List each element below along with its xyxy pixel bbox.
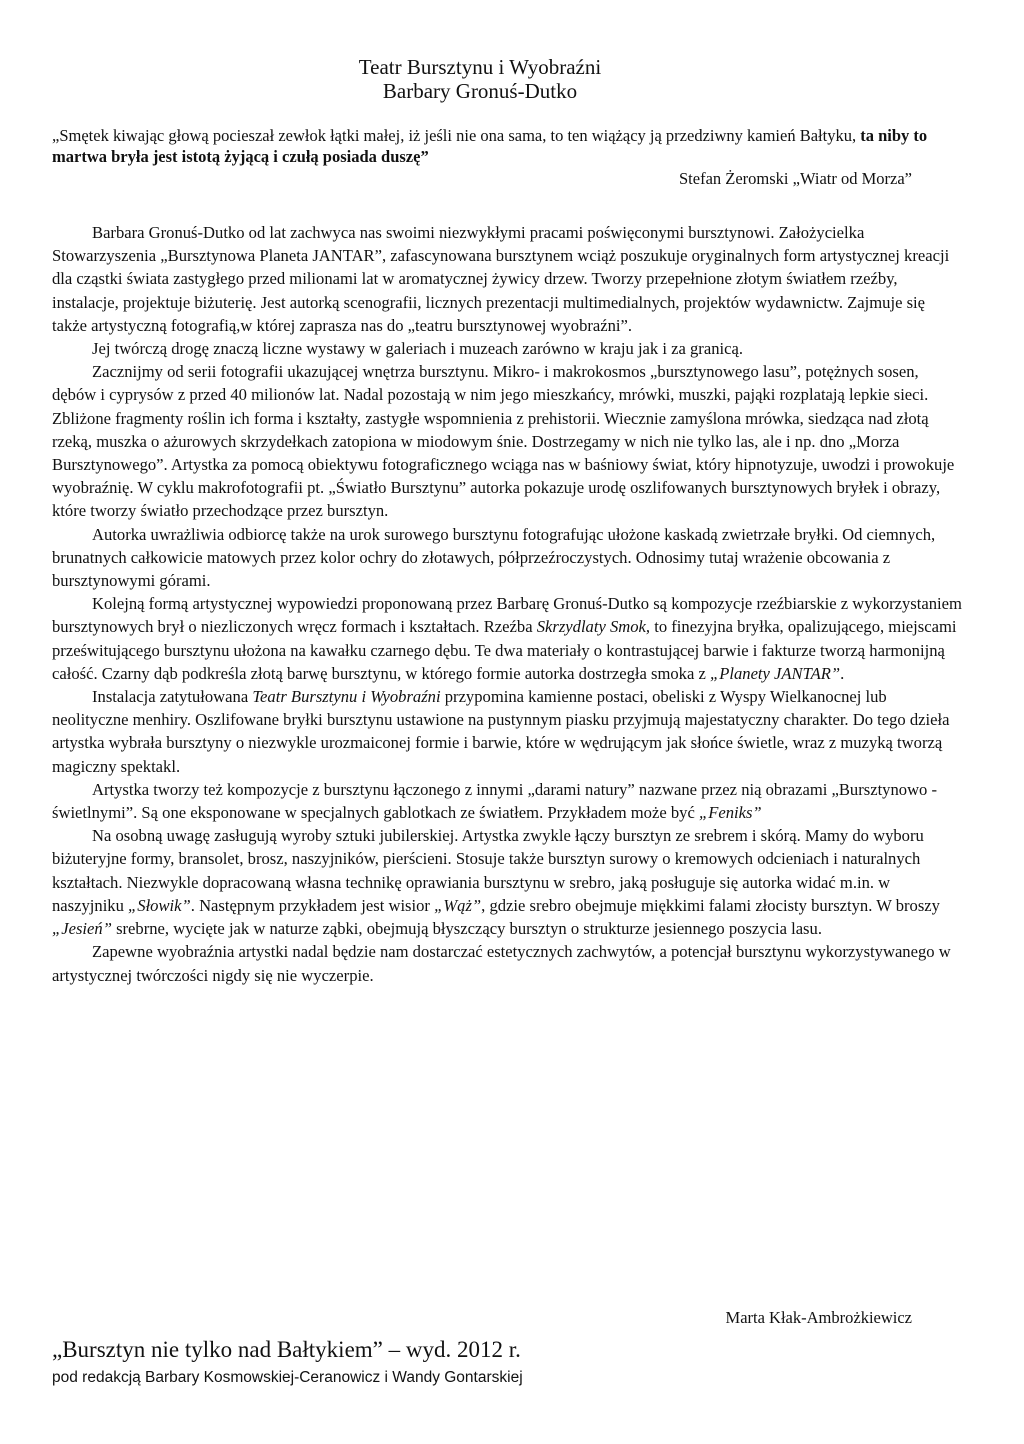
author-signature: Marta Kłak-Ambrożkiewicz (725, 1308, 912, 1327)
paragraph: Barbara Gronuś-Dutko od lat zachwyca nas swoimi niezwykłymi pracami poświęconymi bursztynowi. Założycielka Stowarzyszenia „Bursztynowa Planeta JANTAR”, zafascynowana bursztynem wciąż poszukuje oryginalnych form artystycznej kreacji dla cząstki świata zastygłego przed milionami lat w aromatycznej żywicy drzew. Tworzy przepełnione złotym światłem rzeźby, instalacje, projektuje biżuterię. Jest autorką scenografii, licznych prezentacji multimedialnych, projektów wydawnictw. Zajmuje się także artystyczną fotografią,w której zaprasza nas do „teatru bursztynowej wyobraźni”. (52, 223, 950, 335)
book-title: „Bursztyn nie tylko nad Bałtykiem” – wyd. 2012 r. (52, 1337, 521, 1362)
artwork-title: „Feniks” (698, 803, 762, 823)
paragraph (52, 778, 964, 824)
paragraph-text: to finezyjna bryłka, opalizującego, miejscami prześwitującego bursztynu ułożona na kawałku czarnego dębu. Te dwa materiały o kontrastującej barwie i fakturze tworzą harmonijną całość. Czarny dąb podkreśla złotą barwę bursztynu, w którego formie autorka dostrzegła smoka z (52, 617, 957, 683)
artwork-title: Teatr Bursztynu i Wyobraźni (252, 687, 441, 707)
paragraph (52, 592, 964, 685)
paragraph-text: , gdzie srebro obejmuje miękkimi falami złocisty bursztyn. W broszy (481, 895, 940, 915)
page-title: Teatr Bursztynu i Wyobraźni (358, 55, 602, 79)
page-subtitle: Barbary Gronuś-Dutko (382, 79, 578, 103)
artwork-title: „Słowik” (128, 895, 191, 915)
paragraph-text: Artystka tworzy też kompozycje z bursztynu łączonego z innymi „darami natury” nazwane przez nią obrazami „Bursztynowo - świetlnymi”. Są one eksponowane w specjalnych gablotkach ze światłem. Przykładem może być (52, 779, 938, 823)
paragraph: Autorka uwrażliwia odbiorcę także na urok surowego bursztynu fotografując ułożone kaskadą zwietrzałe bryłki. Od ciemnych, brunatnych całkowicie matowych przez kolor ochry do złotawych, półprzeźroczystych. Odnosimy tutaj wrażenie obcowania z bursztynowymi górami. (52, 524, 936, 591)
paragraph: Jej twórczą drogę znaczą liczne wystawy w galeriach i muzeach zarówno w kraju jak i za granicą. (92, 339, 743, 359)
artwork-title: „Planety JANTAR” (710, 663, 841, 683)
artwork-title: Skrzydlaty Smok, (536, 617, 651, 637)
paragraph-text: srebrne, wycięte jak w naturze ząbki, obejmują błyszczący bursztyn o strukturze jesiennego poszycia lasu. (111, 919, 822, 939)
paragraph-text: . (840, 663, 845, 683)
epigraph-author: Stefan Żeromski „Wiatr od Morza” (679, 169, 912, 188)
paragraph-text: Instalacja zatytułowana (92, 687, 253, 707)
epigraph-quote-text: „Smętek kiwając głową pocieszał zewłok łątki małej, iż jeśli nie ona sama, to ten wiążący ją przedziwny kamień Bałtyku, (52, 126, 861, 145)
article-body (52, 221, 964, 987)
artwork-title: „Jesień” (52, 919, 112, 939)
paragraph (52, 824, 964, 940)
epigraph-quote-bold: ta niby to martwa bryła jest istotą żyjącą i czułą posiada duszę” (52, 126, 928, 166)
paragraph-text: przypomina kamienne postaci, obeliski z Wyspy Wielkanocnej lub neolityczne menhiry. Oszlifowane bryłki bursztynu ustawione na pustynnym piasku przyjmują majestatyczny charakter. Do tego dzieła artystka wybrała bursztyny o niezwykle urozmaiconej formie i barwie, które w wędrującym jak słońce świetle, wraz z muzyką tworzą magiczny spektakl. (52, 687, 950, 776)
artwork-title: „Wąż” (434, 895, 482, 915)
epigraph-quote (52, 125, 952, 167)
paragraph (52, 685, 964, 778)
paragraph-text: Na osobną uwagę zasługują wyroby sztuki jubilerskiej. Artystka zwykle łączy bursztyn ze srebrem i skórą. Mamy do wyboru biżuteryjne formy, bransolet, brosz, naszyjników, pierścieni. Stosuje także bursztyn surowy o kremowych odcieniach i naturalnych kształtach. Niezwykle dopracowaną własna technikę oprawiania bursztynu w srebro, jaką posługuje się autorka widać m.in. w naszyjniku (52, 826, 924, 915)
paragraph: Zapewne wyobraźnia artystki nadal będzie nam dostarczać estetycznych zachwytów, a potencjał bursztynu wykorzystywanego w artystycznej twórczości nigdy się nie wyczerpie. (52, 942, 951, 985)
paragraph-text: Kolejną formą artystycznej wypowiedzi proponowaną przez Barbarę Gronuś-Dutko są kompozycje rzeźbiarskie z wykorzystaniem bursztynowych brył o niezliczonych wręcz formach i kształtach. Rzeźba (52, 594, 962, 637)
paragraph-text: . Następnym przykładem jest wisior (190, 895, 435, 915)
paragraph: Zacznijmy od serii fotografii ukazującej wnętrza bursztynu. Mikro- i makrokosmos „bursztynowego lasu”, potężnych sosen, dębów i cyprysów z przed 40 milionów lat. Nadal pozostają w nim jego mieszkańcy, mrówki, muszki, pająki rozplatają lepkie sieci. Zbliżone fragmenty roślin ich forma i kształty, zastygłe wspomnienia z prehistorii. Wiecznie zamyślona mrówka, siedząca nad złotą rzeką, muszka o ażurowych skrzydełkach zatopiona w miodowym śnie. Dostrzegamy w nich nie tylko las, ale i np. dno „Morza Bursztynowego”. Artystka za pomocą obiektywu fotograficznego wciąga nas w baśniowy świat, który hipnotyzuje, uwodzi i prowokuje wyobraźnię. W cyklu makrofotografii pt. „Światło Bursztynu” autorka pokazuje urodę oszlifowanych bursztynowych bryłek i obrazy, które tworzy światło przechodzące przez bursztyn. (52, 362, 955, 521)
book-editors: pod redakcją Barbary Kosmowskiej-Ceranowicz i Wandy Gontarskiej (52, 1369, 523, 1386)
